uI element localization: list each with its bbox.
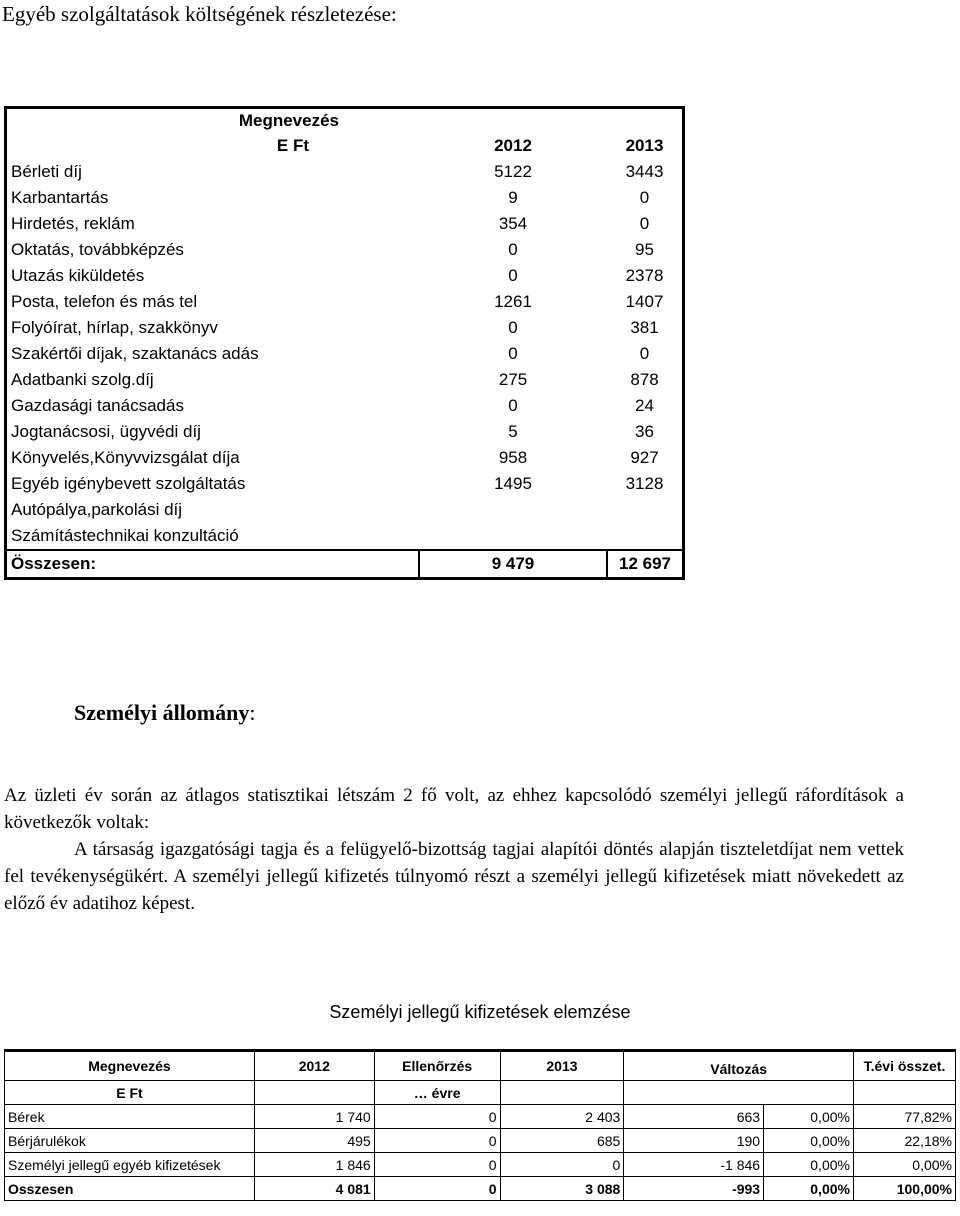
table-row: [6, 341, 684, 367]
services-cost-table: [4, 106, 685, 580]
table-row: [6, 289, 684, 315]
row-value-2012: 5122: [494, 162, 532, 181]
table-row: [5, 1153, 956, 1177]
row-label: Jogtanácsosi, ügyvédi díj: [11, 422, 201, 441]
t2-row-pct: 0,00%: [764, 1105, 854, 1129]
row-value-2012: 9: [508, 188, 518, 207]
row-label: Oktatás, továbbképzés: [11, 240, 184, 259]
table-header-row: [6, 108, 684, 134]
t2-header-2013: 2013: [500, 1051, 624, 1081]
t2-row-pct: 0,00%: [764, 1153, 854, 1177]
personnel-heading: [74, 700, 256, 726]
row-value-2013: 1407: [625, 292, 664, 311]
row-label: Utazás kiküldetés: [11, 266, 145, 285]
row-value-2012: 275: [498, 370, 528, 389]
row-value-2013: 0: [639, 214, 650, 233]
row-value-2013: 36: [635, 422, 654, 441]
row-label: Számítástechnikai konzultáció: [11, 526, 239, 545]
table-row: [6, 419, 684, 445]
t2-row-2013: 2 403: [500, 1105, 624, 1129]
t2-row-check: 0: [374, 1129, 500, 1153]
t2-total-change: -993: [624, 1177, 764, 1201]
page-title: Egyéb szolgáltatások költségének részletezése:: [2, 2, 397, 26]
t2-row-change: 663: [624, 1105, 764, 1129]
t2-total-label: Osszesen: [5, 1177, 255, 1201]
header-title: Megnevezés: [238, 111, 339, 130]
table-row: [5, 1129, 956, 1153]
table-row: [6, 523, 684, 550]
row-value-2012: 1495: [494, 474, 532, 493]
t2-total-share: 100,00%: [853, 1177, 955, 1201]
t2-row-share: 22,18%: [853, 1129, 955, 1153]
table-row: [6, 315, 684, 341]
row-label: Szakértői díjak, szaktanács adás: [11, 344, 259, 363]
table2-title: Személyi jellegű kifizetések elemzése: [329, 1002, 631, 1022]
row-value-2013: 0: [639, 188, 650, 207]
row-value-2013: 2378: [625, 266, 664, 285]
total-row: [6, 550, 684, 579]
table-header-row: [6, 133, 684, 159]
row-label: Bérleti díj: [11, 162, 82, 181]
table-row: [6, 445, 684, 471]
row-label: Könyvelés,Könyvvizsgálat díja: [11, 448, 240, 467]
header-unit: E Ft: [276, 136, 309, 155]
t2-row-2013: 0: [500, 1153, 624, 1177]
total-2012: 9 479: [419, 550, 607, 579]
row-value-2013: 878: [630, 370, 659, 389]
row-value-2013: 927: [630, 448, 659, 467]
table-row: [6, 263, 684, 289]
t2-header-share: T.évi összet.: [853, 1051, 955, 1081]
row-value-2012: 0: [508, 318, 518, 337]
row-value-2013: [607, 497, 684, 523]
personnel-heading-text: Személyi állomány: [74, 700, 250, 725]
header-year-2012: 2012: [494, 136, 532, 155]
row-label: Karbantartás: [11, 188, 109, 207]
t2-total-pct: 0,00%: [764, 1177, 854, 1201]
t2-subheader-year: … évre: [374, 1081, 500, 1105]
row-value-2012: 0: [508, 266, 518, 285]
personnel-heading-colon: :: [249, 700, 256, 725]
row-value-2012: 1261: [494, 292, 532, 311]
t2-row-2013: 685: [500, 1129, 624, 1153]
t2-header-change: Változás: [624, 1051, 854, 1081]
row-value-2012: 0: [508, 396, 518, 415]
row-value-2013: [607, 523, 684, 550]
row-label: Gazdasági tanácsadás: [11, 396, 184, 415]
row-label: Folyóírat, hírlap, szakkönyv: [11, 318, 218, 337]
row-label: Hirdetés, reklám: [11, 214, 135, 233]
table-row: [6, 393, 684, 419]
row-value-2012: 354: [498, 214, 528, 233]
t2-row-check: 0: [374, 1153, 500, 1177]
row-value-2013: 381: [630, 318, 659, 337]
row-value-2013: 24: [635, 396, 654, 415]
row-value-2012: 0: [508, 240, 518, 259]
table-row: [6, 211, 684, 237]
total-2013: 12 697: [607, 550, 684, 579]
personnel-payments-table: [4, 1049, 956, 1201]
table-row: [6, 237, 684, 263]
table-row: [6, 497, 684, 523]
row-value-2012: 958: [498, 448, 528, 467]
t2-header-check: Ellenőrzés: [374, 1051, 500, 1081]
t2-row-change: 190: [624, 1129, 764, 1153]
t2-total-2013: 3 088: [500, 1177, 624, 1201]
t2-row-share: 0,00%: [853, 1153, 955, 1177]
header-year-2013: 2013: [625, 136, 664, 155]
table-row: [6, 159, 684, 185]
t2-row-change: -1 846: [624, 1153, 764, 1177]
t2-row-label: Bérek: [5, 1105, 255, 1129]
row-label: Adatbanki szolg.díj: [11, 370, 154, 389]
t2-row-share: 77,82%: [853, 1105, 955, 1129]
t2-row-check: 0: [374, 1105, 500, 1129]
table-row: [6, 367, 684, 393]
row-value-2012: 5: [508, 422, 518, 441]
t2-row-2012: 495: [254, 1129, 374, 1153]
t2-subheader-unit: E Ft: [5, 1081, 255, 1105]
row-value-2013: 95: [635, 240, 654, 259]
total-label: Összesen:: [6, 550, 420, 579]
row-value-2013: 3443: [625, 162, 664, 181]
t2-total-row: [5, 1177, 956, 1201]
row-label: Autópálya,parkolási díj: [11, 500, 183, 519]
t2-header-name: Megnevezés: [5, 1051, 255, 1081]
t2-row-label: Személyi jellegű egyéb kifizetések: [5, 1153, 255, 1177]
table-row: [5, 1105, 956, 1129]
t2-total-2012: 4 081: [254, 1177, 374, 1201]
t2-row-2012: 1 740: [254, 1105, 374, 1129]
t2-header-2012: 2012: [254, 1051, 374, 1081]
personnel-paragraph-2: A társaság igazgatósági tagja és a felügyelő-bizottság tagjai alapítói döntés alapján tiszteletdíjat nem vettek fel tevékenységükért. A személyi jellegű kifizetés túlnyomó részt a személyi jellegű kifizetések miatt növekedett az előző év adatihoz képest.: [4, 839, 904, 914]
t2-row-pct: 0,00%: [764, 1129, 854, 1153]
row-value-2013: 3128: [625, 474, 664, 493]
t2-total-check: 0: [374, 1177, 500, 1201]
row-label: Egyéb igénybevett szolgáltatás: [11, 474, 246, 493]
personnel-paragraph-1: Az üzleti év során az átlagos statisztikai létszám 2 fő volt, az ehhez kapcsolódó személyi jellegű ráfordítások a következők voltak:: [4, 785, 904, 833]
row-value-2012: 0: [508, 344, 518, 363]
t2-row-label: Bérjárulékok: [5, 1129, 255, 1153]
row-value-2012: [419, 497, 607, 523]
row-label: Posta, telefon és más tel: [11, 292, 198, 311]
table2-header-row: [5, 1051, 956, 1081]
t2-row-2012: 1 846: [254, 1153, 374, 1177]
row-value-2012: [419, 523, 607, 550]
table-row: [6, 471, 684, 497]
table2-subheader-row: [5, 1081, 956, 1105]
table-row: [6, 185, 684, 211]
row-value-2013: 0: [639, 344, 650, 363]
